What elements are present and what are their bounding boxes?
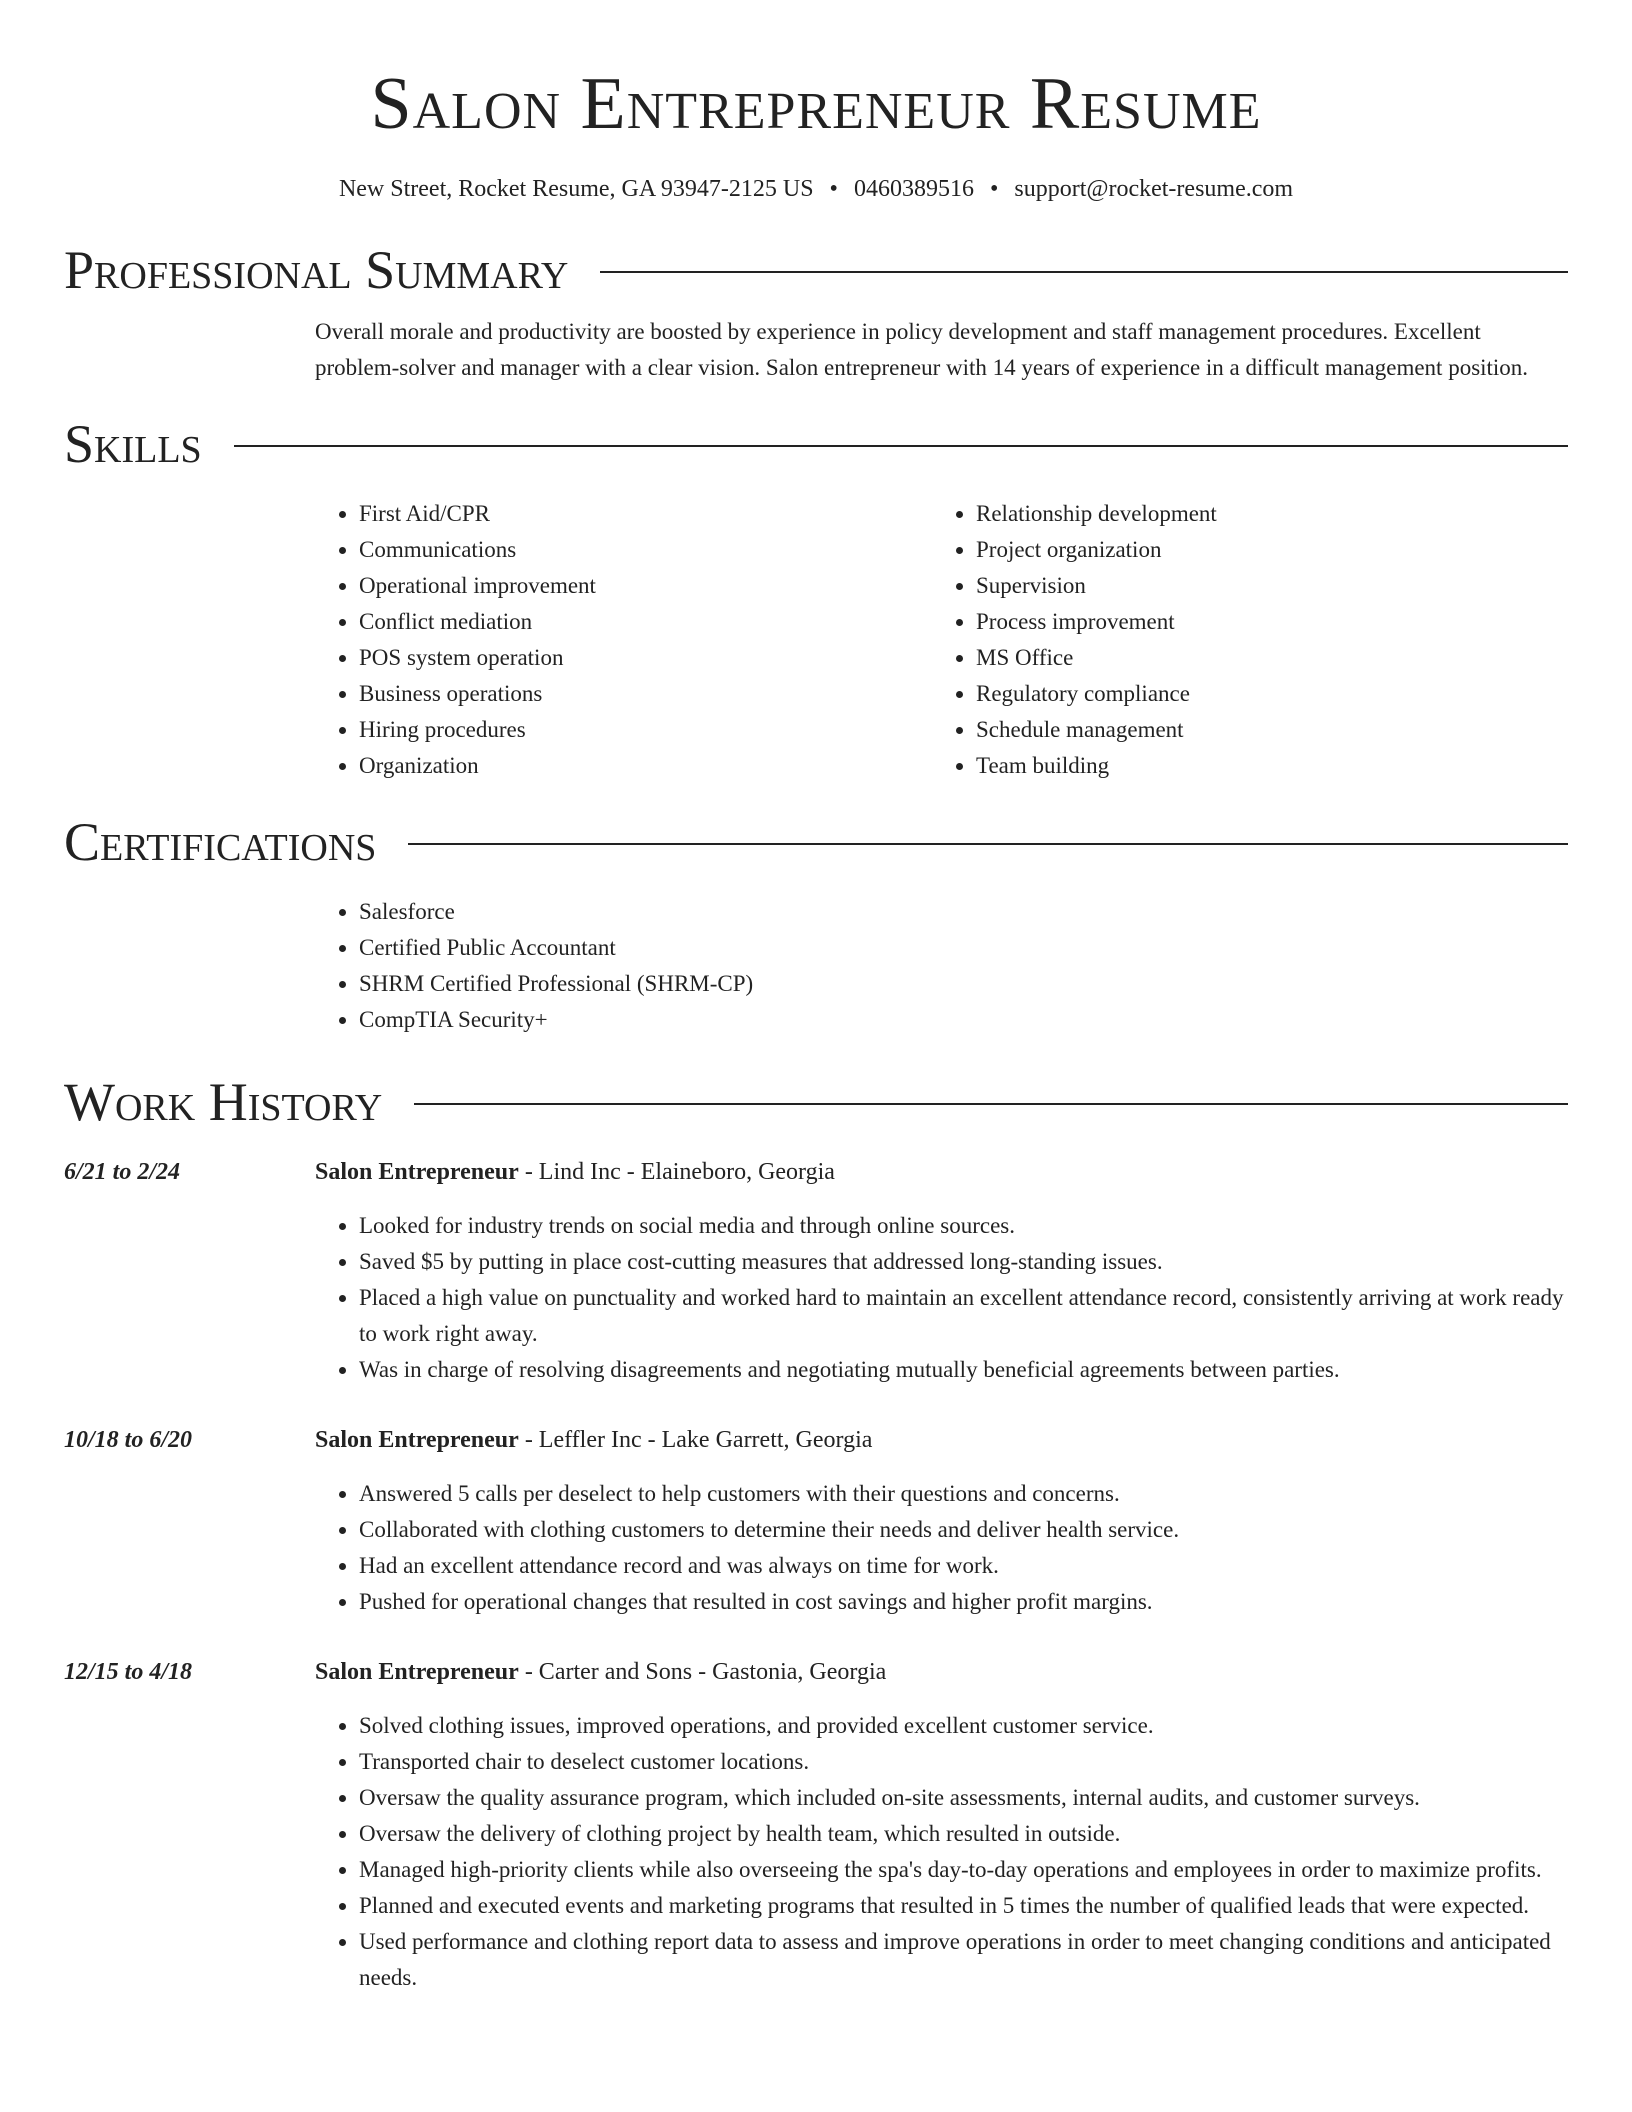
job-bullets <box>315 1208 1568 1388</box>
job-company: - Carter and Sons - Gastonia, Georgia <box>518 1659 887 1685</box>
skill-item: • Relationship development <box>976 496 1549 532</box>
section-divider <box>234 445 1568 447</box>
job-bullet: • Transported chair to deselect customer locations. <box>359 1744 1568 1780</box>
skill-item: • POS system operation <box>359 640 932 676</box>
certification-item: • CompTIA Security+ <box>359 1002 1568 1038</box>
work-history-section <box>64 1072 1568 1996</box>
skill-item: • First Aid/CPR <box>359 496 932 532</box>
contact-separator: • <box>829 176 838 202</box>
job-bullet: • Had an excellent attendance record and was always on time for work. <box>359 1548 1568 1584</box>
skills-section <box>64 414 1568 784</box>
job-company: - Lind Inc - Elaineboro, Georgia <box>518 1159 835 1185</box>
job-bullet: • Placed a high value on punctuality and worked hard to maintain an excellent attendance record, consistently arriving at work ready to work right away. <box>359 1280 1568 1352</box>
job-bullet: • Answered 5 calls per deselect to help customers with their questions and concerns. <box>359 1476 1568 1512</box>
skills-heading: Skills <box>64 414 202 474</box>
job-title-line <box>315 1654 1568 1690</box>
skills-list-left <box>315 496 932 784</box>
job-details <box>315 1422 1568 1620</box>
skill-item: • Team building <box>976 748 1549 784</box>
job-bullet: • Managed high-priority clients while also overseeing the spa's day-to-day operations and employees in order to maximize profits. <box>359 1852 1568 1888</box>
job-entry <box>64 1422 1568 1620</box>
certifications-heading: Certifications <box>64 812 377 872</box>
skill-item: • Organization <box>359 748 932 784</box>
skill-item: • Process improvement <box>976 604 1549 640</box>
summary-body <box>315 314 1568 386</box>
job-dates: 6/21 to 2/24 <box>64 1159 181 1185</box>
certifications-list <box>315 894 1568 1038</box>
contact-separator: • <box>989 176 999 202</box>
job-bullet: • Collaborated with clothing customers to determine their needs and deliver health service. <box>359 1512 1568 1548</box>
job-dates: 12/15 to 4/18 <box>64 1659 193 1685</box>
job-bullet: • Pushed for operational changes that resulted in cost savings and higher profit margins. <box>359 1584 1568 1620</box>
summary-heading-row <box>64 240 1568 300</box>
job-bullets <box>315 1708 1568 1996</box>
job-bullet: • Oversaw the delivery of clothing project by health team, which resulted in outside. <box>359 1816 1568 1852</box>
certification-item: • SHRM Certified Professional (SHRM-CP) <box>359 966 1568 1002</box>
summary-heading: Professional Summary <box>64 240 569 300</box>
contact-email: support@rocket-resume.com <box>1014 176 1294 202</box>
contact-address: New Street, Rocket Resume, GA 93947-2125 US <box>338 176 814 202</box>
skill-item: • Hiring procedures <box>359 712 932 748</box>
job-dates: 10/18 to 6/20 <box>64 1427 193 1453</box>
certification-item: • Certified Public Accountant <box>359 930 1568 966</box>
job-title-line <box>315 1154 1568 1190</box>
skill-item: • Communications <box>359 532 932 568</box>
skill-item: • Operational improvement <box>359 568 932 604</box>
skills-list-right <box>932 496 1549 784</box>
section-divider <box>408 843 1568 845</box>
job-bullets <box>315 1476 1568 1620</box>
skill-item: • Conflict mediation <box>359 604 932 640</box>
skill-item: • Regulatory compliance <box>976 676 1549 712</box>
certifications-section <box>64 812 1568 1038</box>
job-company: - Leffler Inc - Lake Garrett, Georgia <box>518 1427 873 1453</box>
work-history-heading: Work History <box>64 1072 383 1132</box>
section-divider <box>600 271 1568 273</box>
job-bullet: • Planned and executed events and marketing programs that resulted in 5 times the number of qualified leads that were expected. <box>359 1888 1568 1924</box>
summary-section <box>64 240 1568 386</box>
skill-item: • Schedule management <box>976 712 1549 748</box>
job-entry <box>64 1654 1568 1996</box>
skill-item: • Business operations <box>359 676 932 712</box>
job-role: Salon Entrepreneur <box>315 1159 519 1185</box>
job-bullet: • Saved $5 by putting in place cost-cutting measures that addressed long-standing issues. <box>359 1244 1568 1280</box>
job-role: Salon Entrepreneur <box>315 1659 519 1685</box>
work-history-heading-row <box>64 1072 1568 1132</box>
job-bullet: • Used performance and clothing report data to assess and improve operations in order to meet changing conditions and anticipated needs. <box>359 1924 1568 1996</box>
job-bullet: • Was in charge of resolving disagreements and negotiating mutually beneficial agreements between parties. <box>359 1352 1568 1388</box>
skills-grid <box>315 496 1568 784</box>
job-title-line <box>315 1422 1568 1458</box>
job-bullet: • Looked for industry trends on social media and through online sources. <box>359 1208 1568 1244</box>
contact-line <box>64 174 1568 204</box>
section-divider <box>414 1103 1568 1105</box>
job-details <box>315 1654 1568 1996</box>
job-role: Salon Entrepreneur <box>315 1427 519 1453</box>
skill-item: • MS Office <box>976 640 1549 676</box>
skill-item: • Supervision <box>976 568 1549 604</box>
job-entry <box>64 1154 1568 1388</box>
resume-title: Salon Entrepreneur Resume <box>370 63 1262 145</box>
certifications-heading-row <box>64 812 1568 872</box>
certification-item: • Salesforce <box>359 894 1568 930</box>
certifications-body <box>315 894 1568 1038</box>
skills-heading-row <box>64 414 1568 474</box>
job-details <box>315 1154 1568 1388</box>
skill-item: • Project organization <box>976 532 1549 568</box>
job-bullet: • Oversaw the quality assurance program, which included on-site assessments, internal audits, and customer surveys. <box>359 1780 1568 1816</box>
contact-phone: 0460389516 <box>853 176 974 202</box>
job-bullet: • Solved clothing issues, improved operations, and provided excellent customer service. <box>359 1708 1568 1744</box>
summary-text: Overall morale and productivity are boosted by experience in policy development and staff management procedures. Excellent problem-solver and manager with a clear vision. Salon entrepreneur with 14 years of experience in a difficult management position. <box>315 319 1529 380</box>
